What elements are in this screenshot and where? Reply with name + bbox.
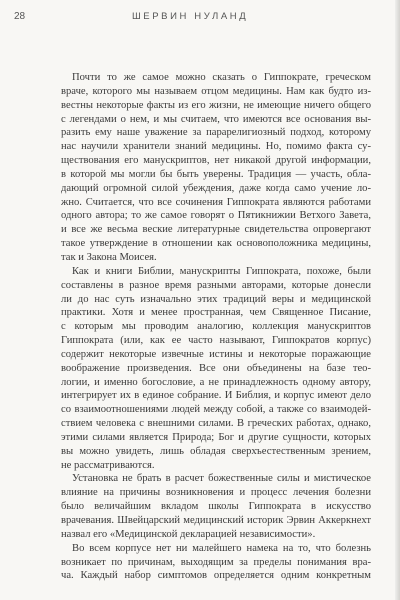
- text-line: воображение произведения. Все они объединены на базе тео-: [61, 362, 371, 374]
- paragraph: [61, 265, 371, 473]
- text-line: составлены в разное время разными авторами, которые донесли: [61, 279, 371, 291]
- text-line: интегрирует их в единое собрание. И Библия, и корпус имеют дело: [61, 390, 371, 402]
- text-line: этими силами является Природа; Бог и другие сущности, которых: [61, 431, 371, 443]
- running-head: ШЕРВИН НУЛАНД: [132, 11, 249, 22]
- text-line: влияние на причины возникновения и процесс лечения болезни: [61, 487, 371, 499]
- text-line: Как и книги Библии, манускрипты Гиппократа, похоже, были: [72, 265, 371, 277]
- text-line: логии, и именно богословие, а не принадлежность одному автору,: [61, 376, 371, 388]
- text-line: ли до нас суть изначально этих традиций веры и медицинской: [61, 293, 371, 305]
- text-line: со взаимоотношениями людей между собой, а также со взаимодей-: [61, 404, 371, 416]
- paragraph: [61, 542, 371, 584]
- text-line: одного автора; то же самое говорят о Пятикнижии Ветхого Завета,: [61, 210, 371, 222]
- text-line: дающий огромной силой убеждения, даже когда само учение ло-: [61, 182, 371, 194]
- text-line: ча. Каждый набор симптомов определяется одним конкретным: [61, 570, 371, 582]
- text-line: врачевания. Швейцарский медицинский историк Эрвин Аккеркнехт: [61, 515, 371, 526]
- text-line: жно. Считается, что все сочинения Гиппократа являются работами: [61, 196, 371, 208]
- text-line: содержит некоторые извечные истины и некоторые поражающие: [61, 348, 371, 360]
- text-line: было величайшим вкладом школы Гиппократа в искусство: [61, 501, 371, 513]
- text-line: нас научили хранители знаний медицины. Но, помимо факта су-: [61, 141, 371, 153]
- text-line: такое утверждение в отношении как основоположника медицины,: [61, 238, 371, 250]
- text-line: ществования его манускриптов, нет никакой другой информации,: [61, 155, 371, 167]
- text-line: назвал его «Медицинской декларацией независимости».: [61, 528, 316, 540]
- text-line: с которым мы проводим аналогию, коллекция манускриптов: [61, 321, 371, 333]
- text-line: Гиппократа (или, как ее часто называют, Гиппократов корпус): [61, 335, 371, 347]
- text-line: Установка не брать в расчет божественные силы и мистическое: [72, 473, 371, 485]
- text-line: вы можно увидеть, лишь обладая сверхъестественным зрением,: [61, 445, 371, 457]
- body-text: [61, 71, 371, 583]
- page-edge-shadow: [395, 0, 400, 600]
- text-line: так и Закона Моисея.: [61, 251, 157, 263]
- text-line: не рассматриваются.: [61, 459, 155, 471]
- text-line: практики. Хотя и менее пространная, чем Священное Писание,: [61, 307, 371, 319]
- text-line: с легендами о нем, и мы считаем, что имеются все основания вы-: [61, 113, 371, 125]
- text-line: возникает по причинам, выходящим за пределы понимания вра-: [61, 556, 371, 568]
- text-line: Во всем корпусе нет ни малейшего намека на то, что болезнь: [72, 542, 371, 554]
- page-number: 28: [14, 11, 26, 22]
- text-line: и все же весьма веские литературные свидетельства опровергают: [61, 224, 371, 236]
- text-line: Почти то же самое можно сказать о Гиппократе, греческом: [72, 72, 371, 83]
- text-line: враче, которого мы называем отцом медицины. Нам как будто из-: [61, 85, 371, 97]
- text-line: разить ему наше уважение за парарелигиозный подход, которому: [61, 127, 371, 139]
- paragraph: [61, 71, 371, 265]
- text-line: вестны некоторые факты из его жизни, не имеющие ничего общего: [61, 99, 371, 111]
- paragraph: [61, 472, 371, 541]
- text-line: в которой мы могли бы быть уверены. Традиция — участь, обла-: [61, 168, 371, 180]
- text-line: ствием человека с внешними силами. В греческих работах, однако,: [61, 418, 371, 430]
